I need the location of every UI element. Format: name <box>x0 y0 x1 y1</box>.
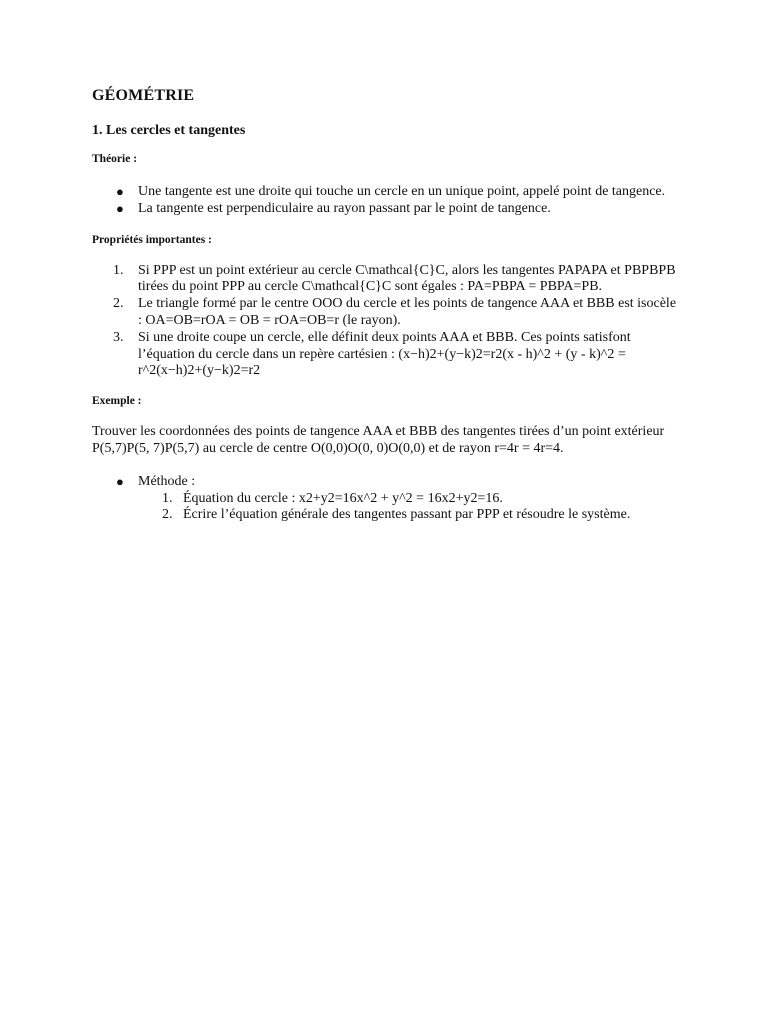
bullet-icon: ● <box>116 200 124 216</box>
list-item <box>138 491 682 508</box>
list-number: 2. <box>162 507 173 523</box>
example-paragraph: Trouver les coordonnées des points de tangence AAA et BBB des tangentes tirées d’un point extérieur P(5,7)P(5, 7)P(5,7) au cercle de centre O(0,0)O(0, 0)O(0,0) et de rayon r=4r = 4r=4. <box>92 424 665 456</box>
method-label: Méthode : <box>138 473 196 489</box>
method-list <box>92 474 682 524</box>
list-item-text: Écrire l’équation générale des tangentes passant par PPP et résoudre le système. <box>183 507 631 523</box>
list-item <box>92 201 682 218</box>
bullet-icon: ● <box>116 184 124 199</box>
list-item-text: La tangente est perpendiculaire au rayon passant par le point de tangence. <box>138 200 551 216</box>
list-item <box>138 507 682 524</box>
list-item-text: Si PPP est un point extérieur au cercle C\mathcal{C}C, alors les tangentes PAPAPA et PBPBPB tirées du point PPP au cercle C\mathcal{C}C sont égales : PA=PBPA = PBPA=PB. <box>138 262 676 295</box>
section-title: 1. Les cercles et tangentes <box>92 123 246 138</box>
list-item-text: Équation du cercle : x2+y2=16x^2 + y^2 = 16x2+y2=16. <box>183 490 503 506</box>
bullet-icon: ● <box>116 473 124 489</box>
properties-list <box>92 263 682 381</box>
list-number: 1. <box>162 490 173 506</box>
list-item-text: Si une droite coupe un cercle, elle définit deux points AAA et BBB. Ces points satisfont l’équation du cercle dans un repère cartésien : (x−h)2+(y−k)2=r2(x - h)^2 + (y - k)^2 = r^2(x−h)2+(y−k)2=r2 <box>138 329 631 379</box>
document-content <box>92 86 682 524</box>
list-item <box>92 184 682 201</box>
list-item <box>92 263 682 297</box>
list-number: 2. <box>113 296 124 312</box>
list-item <box>92 474 682 524</box>
document-title: GÉOMÉTRIE <box>92 87 195 104</box>
list-item-text: Le triangle formé par le centre OOO du cercle et les points de tangence AAA et BBB est isocèle : OA=OB=rOA = OB = rOA=OB=r (le rayon). <box>138 296 677 328</box>
list-number: 1. <box>113 262 124 278</box>
method-steps <box>138 491 682 525</box>
example-heading: Exemple : <box>92 395 142 408</box>
list-item <box>92 330 682 380</box>
list-number: 3. <box>113 329 124 345</box>
properties-heading: Propriétés importantes : <box>92 233 212 246</box>
theory-heading: Théorie : <box>92 153 138 165</box>
list-item-text: Une tangente est une droite qui touche un cercle en un unique point, appelé point de tangence. <box>138 184 666 199</box>
list-item <box>92 296 682 330</box>
theory-list <box>92 184 682 218</box>
